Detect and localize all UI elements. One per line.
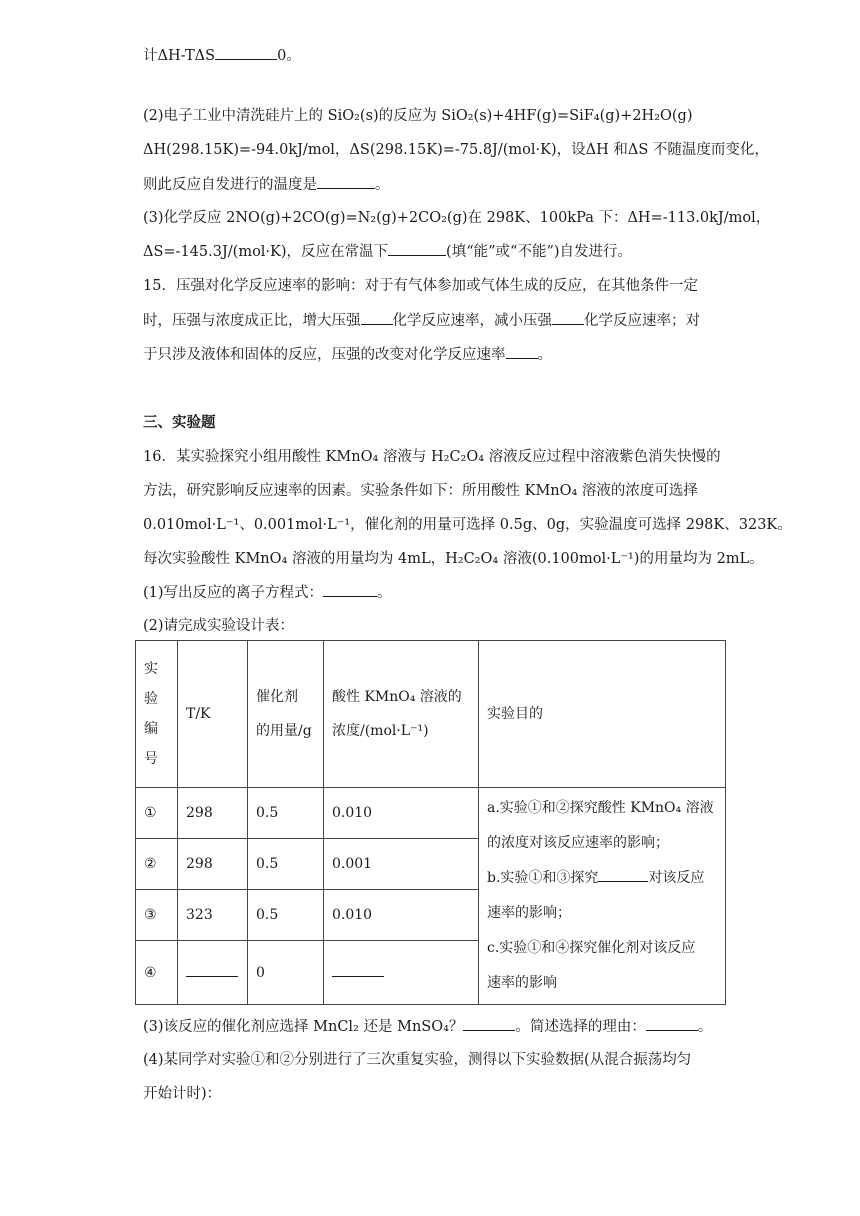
q14-3-line-1: (3)化学反应 2NO(g)+2CO(g)=N₂(g)+2CO₂(g)在 298K、100kPa 下：ΔH=-113.0kJ/mol， (143, 210, 771, 226)
q14-2-line-3 (143, 174, 390, 195)
text: 对该反应 (648, 870, 705, 886)
text: (填“能”或“不能”)自发进行。 (446, 244, 633, 260)
q14-line-1 (143, 45, 301, 66)
q16-line-1: 16．某实验探究小组用酸性 KMnO₄ 溶液与 H₂C₂O₄ 溶液反应过程中溶液紫色消失快慢的 (143, 449, 721, 465)
text: 。简述选择的理由： (515, 1019, 646, 1035)
header-temperature: T/K (178, 641, 248, 788)
purpose-line: a.实验①和②探究酸性 KMnO₄ 溶液 (487, 800, 714, 816)
cell-concentration (324, 941, 479, 1005)
cell-catalyst: 0 (248, 941, 324, 1005)
text: 于只涉及液体和固体的反应，压强的改变对化学反应速率 (143, 347, 506, 363)
q16-line-4: 每次实验酸性 KMnO₄ 溶液的用量均为 4mL，H₂C₂O₄ 溶液(0.100mol·L⁻¹)的用量均为 2mL。 (143, 551, 764, 567)
q15-line-3 (143, 344, 552, 365)
experiment-design-table (135, 640, 726, 1005)
cell-number: ④ (136, 941, 178, 1005)
section-heading: 三、实验题 (143, 415, 216, 431)
cell-concentration: 0.010 (324, 788, 479, 839)
q15-line-2 (143, 310, 700, 331)
header-experiment-number (136, 641, 178, 788)
table-row (136, 788, 726, 839)
purpose-line: 速率的影响 (487, 975, 557, 991)
purpose-line: 速率的影响； (487, 905, 571, 921)
answer-blank[interactable] (388, 241, 446, 256)
text: (3)该反应的催化剂应选择 MnCl₂ 还是 MnSO₄？ (143, 1019, 464, 1035)
q14-2-line-1: (2)电子工业中清洗硅片上的 SiO₂(s)的反应为 SiO₂(s)+4HF(g)=SiF₄(g)+2H₂O(g) (143, 108, 693, 124)
answer-blank[interactable] (646, 1016, 698, 1031)
header-purpose: 实验目的 (479, 641, 726, 788)
cell-catalyst: 0.5 (248, 839, 324, 890)
header-line: 的用量/g (256, 723, 312, 739)
text: 计ΔH-TΔS (143, 48, 216, 64)
q16-line-2: 方法，研究影响反应速率的因素。实验条件如下：所用酸性 KMnO₄ 溶液的浓度可选择 (143, 483, 698, 499)
purpose-line: 的浓度对该反应速率的影响； (487, 835, 669, 851)
text: 。 (375, 177, 390, 193)
purpose-line (487, 861, 717, 896)
text: 。 (377, 585, 392, 601)
cell-temperature (178, 941, 248, 1005)
text: 则此反应自发进行的温度是 (143, 177, 317, 193)
answer-blank[interactable] (215, 45, 277, 60)
answer-blank[interactable] (323, 582, 377, 597)
q16-4-line-1: (4)某同学对实验①和②分别进行了三次重复实验，测得以下实验数据(从混合振荡均匀 (143, 1052, 692, 1068)
text: 0。 (277, 48, 301, 64)
text: 化学反应速率；对 (584, 313, 700, 329)
answer-blank[interactable] (332, 962, 384, 977)
header-char: 实 (144, 661, 158, 677)
header-char: 号 (144, 751, 158, 767)
header-line: 催化剂 (256, 689, 298, 705)
cell-catalyst: 0.5 (248, 890, 324, 941)
table-header-row (136, 641, 726, 788)
answer-blank[interactable] (361, 310, 393, 325)
text: b.实验①和③探究 (487, 870, 599, 886)
text: 时，压强与浓度成正比，增大压强 (143, 313, 361, 329)
purpose-line: c.实验①和④探究催化剂对该反应 (487, 940, 696, 956)
q16-line-3: 0.010mol·L⁻¹、0.001mol·L⁻¹，催化剂的用量可选择 0.5g、0g，实验温度可选择 298K、323K。 (143, 517, 792, 533)
header-concentration (324, 641, 479, 788)
header-line: 浓度/(mol·L⁻¹) (332, 723, 429, 739)
q14-2-line-2: ΔH(298.15K)=-94.0kJ/mol，ΔS(298.15K)=-75.8J/(mol·K)，设ΔH 和ΔS 不随温度而变化， (143, 142, 769, 158)
cell-temperature: 298 (178, 788, 248, 839)
answer-blank[interactable] (317, 174, 375, 189)
cell-temperature: 298 (178, 839, 248, 890)
text: 化学反应速率，减小压强 (392, 313, 552, 329)
cell-temperature: 323 (178, 890, 248, 941)
text: ΔS=-145.3J/(mol·K)，反应在常温下 (143, 244, 389, 260)
answer-blank[interactable] (506, 344, 538, 359)
cell-number: ③ (136, 890, 178, 941)
header-char: 验 (144, 691, 158, 707)
header-catalyst (248, 641, 324, 788)
text: 。 (537, 347, 552, 363)
q15-line-1: 15．压强对化学反应速率的影响：对于有气体参加或气体生成的反应，在其他条件一定 (143, 278, 698, 294)
cell-number: ① (136, 788, 178, 839)
cell-concentration: 0.001 (324, 839, 479, 890)
answer-blank[interactable] (598, 867, 648, 882)
cell-catalyst: 0.5 (248, 788, 324, 839)
q14-3-line-2 (143, 241, 632, 262)
q16-1 (143, 582, 392, 603)
text: (1)写出反应的离子方程式： (143, 585, 324, 601)
q16-3 (143, 1016, 712, 1037)
q16-2: (2)请完成实验设计表： (143, 618, 295, 634)
answer-blank[interactable] (186, 962, 238, 977)
answer-blank[interactable] (552, 310, 584, 325)
header-line: 酸性 KMnO₄ 溶液的 (332, 689, 462, 705)
header-char: 编 (144, 721, 158, 737)
text: 。 (697, 1019, 713, 1035)
q16-4-line-2: 开始计时)： (143, 1086, 222, 1102)
cell-concentration: 0.010 (324, 890, 479, 941)
answer-blank[interactable] (463, 1016, 515, 1031)
cell-number: ② (136, 839, 178, 890)
cell-purpose (479, 788, 726, 1005)
